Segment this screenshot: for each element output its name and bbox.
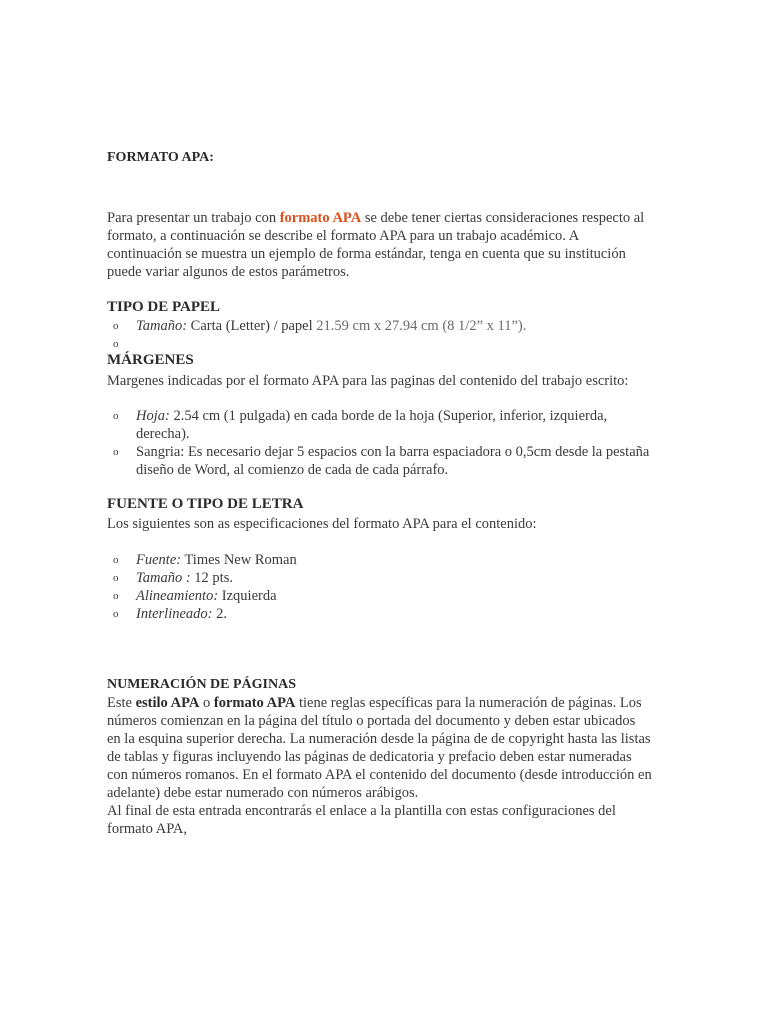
numeracion-paragraph [107, 694, 652, 802]
margenes-list [107, 407, 652, 479]
list-item [107, 551, 652, 569]
intro-paragraph [107, 209, 652, 281]
bullet-icon: o [113, 554, 119, 566]
heading-fuente: FUENTE O TIPO DE LETRA [107, 496, 304, 512]
list-item [107, 335, 652, 353]
item-label: Tamaño: [136, 318, 188, 334]
bullet-icon: o [113, 590, 119, 602]
list-item [107, 587, 652, 605]
item-text: 2.54 cm (1 pulgada) en cada borde de la hoja (Superior, inferior, izquierda, derecha). [136, 408, 608, 442]
list-item [107, 443, 652, 479]
fuente-list [107, 551, 652, 623]
list-item [107, 569, 652, 587]
item-label: Tamaño : [136, 570, 191, 586]
item-label: Hoja: [136, 408, 170, 424]
bullet-icon: o [113, 320, 119, 332]
item-text: 12 pts. [190, 570, 233, 586]
item-label: Fuente: [136, 552, 182, 568]
text: Este [107, 695, 136, 711]
item-label: Alineamiento: [136, 588, 219, 604]
list-item [107, 407, 652, 443]
margenes-description: Margenes indicadas por el formato APA para las paginas del contenido del trabajo escrito: [107, 373, 629, 389]
item-text: 2. [212, 606, 228, 622]
numeracion-closing: Al final de esta entrada encontrarás el enlace a la plantilla con estas configuraciones del formato APA, [107, 803, 616, 837]
heading-margenes: MÁRGENES [107, 352, 194, 368]
item-text: Izquierda [218, 588, 277, 604]
formato-apa-link[interactable]: formato APA [279, 210, 362, 226]
list-item [107, 317, 652, 335]
item-label: Interlineado: [136, 606, 213, 622]
estilo-apa-link[interactable]: estilo APA [135, 695, 200, 711]
item-measure: 21.59 cm x 27.94 cm (8 1/2” x 11”). [316, 318, 527, 334]
bullet-icon: o [113, 446, 119, 458]
fuente-description: Los siguientes son as especificaciones del formato APA para el contenido: [107, 516, 537, 532]
bullet-icon: o [113, 572, 119, 584]
text: tiene reglas específicas para la numeración de páginas. Los números comienzan en la página del título o portada del documento y deben estar ubicados en la esquina superior derecha. La numeración desde la página de de copyright hasta las listas de tablas y figuras incluyendo las páginas de dedicatoria y prefacio deben estar numeradas con números romanos. En el formato APA el contenido del documento (desde introducción en adelante) debe estar numerado con números arábigos. [107, 695, 652, 801]
text: o [199, 695, 214, 711]
intro-text-before: Para presentar un trabajo con [107, 210, 280, 226]
document-title: FORMATO APA: [107, 150, 214, 165]
item-text: Sangria: Es necesario dejar 5 espacios con la barra espaciadora o 0,5cm desde la pestaña diseño de Word, al comienzo de cada de cada párrafo. [136, 444, 650, 478]
item-text: Times New Roman [181, 552, 297, 568]
formato-apa-bold[interactable]: formato APA [213, 695, 296, 711]
list-item [107, 605, 652, 623]
bullet-icon: o [113, 410, 119, 422]
bullet-icon: o [113, 338, 119, 350]
intro-text-after: se debe tener ciertas consideraciones respecto al formato, a continuación se describe el formato APA para un trabajo académico. A continuación se muestra un ejemplo de forma estándar, tenga en cuenta que su institución puede variar algunos de estos parámetros. [107, 210, 645, 280]
bullet-icon: o [113, 608, 119, 620]
heading-numeracion: NUMERACIÓN DE PÁGINAS [107, 677, 297, 692]
item-text: Carta (Letter) / papel [187, 318, 317, 334]
papel-list [107, 317, 652, 353]
heading-tipo-de-papel: TIPO DE PAPEL [107, 299, 221, 315]
